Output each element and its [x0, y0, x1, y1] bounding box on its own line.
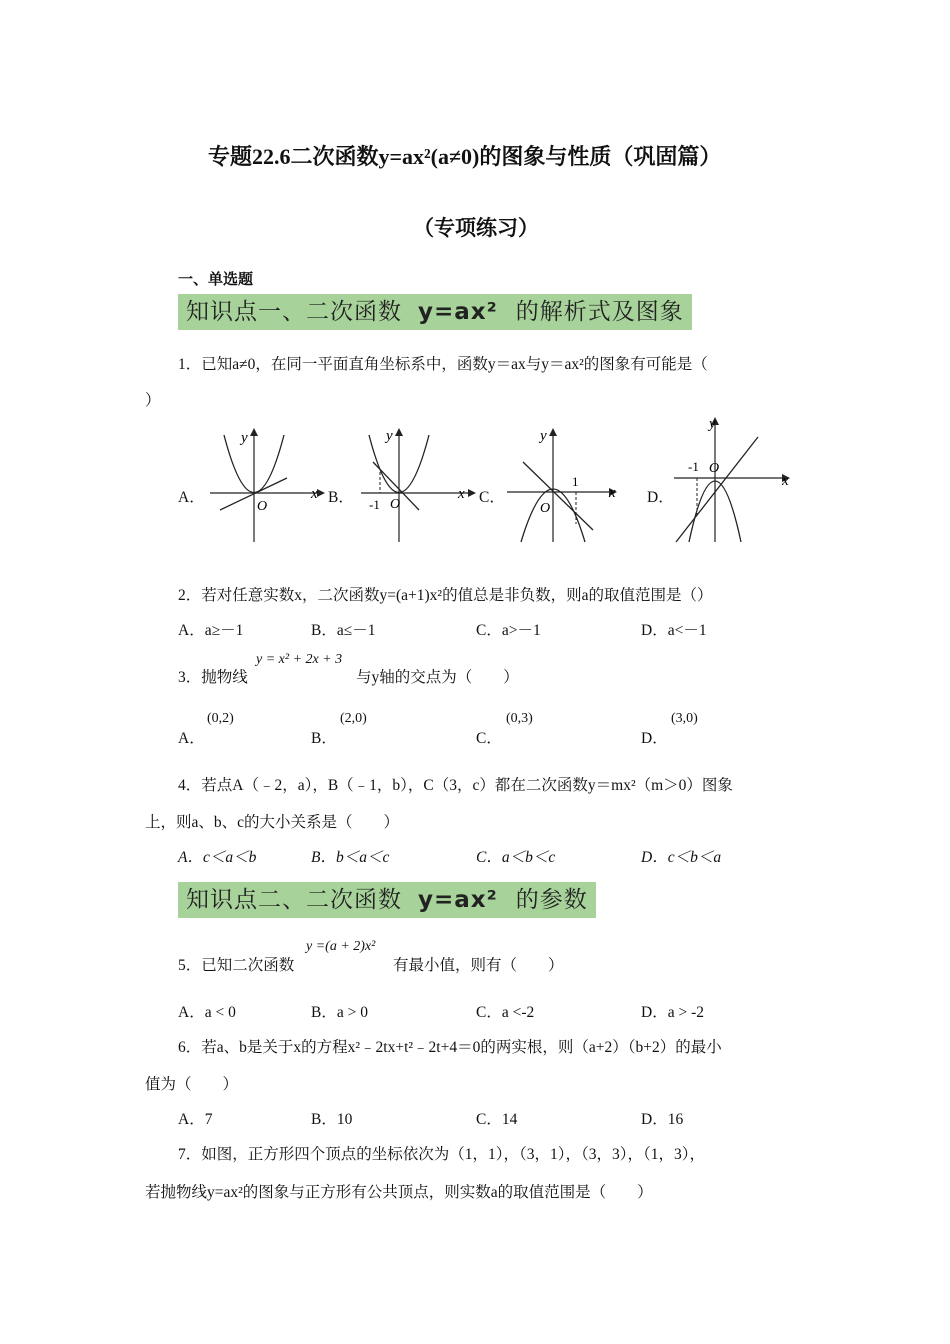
q3-option-b-value: (2,0)	[340, 711, 367, 726]
question-3-prefix: 3．抛物线	[178, 669, 248, 686]
axis-y-label: y	[540, 428, 547, 444]
origin-label: O	[257, 499, 268, 514]
banner-1-formula: y=ax²	[418, 299, 498, 325]
banner-2-formula: y=ax²	[418, 887, 498, 913]
q4-option-b: B．b＜a＜c	[311, 849, 390, 866]
q2-option-c: C．a>－1	[476, 622, 541, 639]
q1-option-a-label: A．	[178, 489, 205, 506]
knowledge-banner-1	[178, 294, 692, 330]
q1-option-d-label: D．	[647, 489, 674, 506]
axis-x-label: x	[311, 486, 318, 502]
question-7-stem-end: 若抛物线y=ax²的图象与正方形有公共顶点，则实数a的取值范围是（ ）	[145, 1184, 653, 1201]
banner-1-suffix: 的解析式及图象	[515, 299, 684, 325]
question-5-prefix: 5．已知二次函数	[178, 957, 295, 974]
question-2-stem: 2．若对任意实数x，二次函数y=(a+1)x²的值总是非负数，则a的取值范围是（）	[178, 587, 713, 604]
question-3-equation: y = x² + 2x + 3	[256, 652, 343, 667]
q2-option-a: A．a≥－1	[178, 622, 244, 639]
question-6-stem: 6．若a、b是关于x的方程x²﹣2tx+t²﹣2t+4＝0的两实根，则（a+2）（b+2）的最小	[178, 1039, 722, 1056]
page-title: 专题22.6二次函数y=ax²(a≠0)的图象与性质（巩固篇）	[208, 144, 722, 169]
q5-option-c: C．a <-2	[476, 1004, 535, 1021]
q6-option-a: A．7	[178, 1111, 213, 1128]
axis-y-label: y	[241, 430, 248, 446]
q3-option-d-value: (3,0)	[671, 711, 698, 726]
q6-option-b: B．10	[311, 1111, 353, 1128]
q2-option-b: B．a≤－1	[311, 622, 376, 639]
origin-label: O	[390, 497, 401, 512]
question-5-equation: y =(a + 2)x²	[306, 939, 376, 954]
question-6-stem-end: 值为（ ）	[145, 1076, 239, 1093]
origin-label: O	[709, 461, 720, 476]
axis-x-label: x	[609, 485, 616, 501]
banner-2-suffix: 的参数	[515, 887, 588, 913]
axis-x-label: x	[782, 473, 789, 489]
neg-one-label: -1	[369, 497, 380, 512]
q1-option-b-label: B．	[328, 489, 354, 506]
q4-option-c: C．a＜b＜c	[476, 849, 556, 866]
q4-option-a: A．c＜a＜b	[178, 849, 257, 866]
q1-graph-a	[205, 420, 325, 545]
q5-option-a: A．a < 0	[178, 1004, 236, 1021]
q3-option-c-label: C．	[476, 730, 502, 747]
q6-option-d: D．16	[641, 1111, 684, 1128]
q1-option-c-label: C．	[479, 489, 505, 506]
knowledge-banner-2	[178, 882, 596, 918]
q2-option-d: D．a<－1	[641, 622, 707, 639]
q5-option-d: D．a > -2	[641, 1004, 704, 1021]
banner-1-prefix: 知识点一、二次函数	[186, 299, 402, 325]
axis-x-label: x	[458, 486, 465, 502]
q4-option-d: D．c＜b＜a	[641, 849, 722, 866]
one-label: 1	[572, 474, 579, 489]
question-4-stem: 4．若点A（﹣2，a），B（﹣1，b），C（3，c）都在二次函数y＝mx²（m＞0）图象	[178, 777, 733, 794]
origin-label: O	[540, 501, 551, 516]
q6-option-c: C．14	[476, 1111, 518, 1128]
q1-graph-d	[670, 410, 795, 545]
q3-option-d-label: D．	[641, 730, 668, 747]
q3-option-a-label: A．	[178, 730, 205, 747]
page-subtitle: （专项练习）	[413, 216, 539, 240]
question-1-stem-end: ）	[145, 392, 161, 409]
question-5-suffix: 有最小值，则有（ ）	[393, 957, 564, 974]
axis-y-label: y	[709, 416, 716, 432]
q1-graph-b	[356, 420, 476, 545]
axis-y-label: y	[386, 428, 393, 444]
question-3-suffix: 与y轴的交点为（ ）	[356, 669, 519, 686]
q3-option-b-label: B．	[311, 730, 337, 747]
q3-option-a-value: (0,2)	[207, 711, 234, 726]
neg-one-label: -1	[688, 459, 699, 474]
section-heading: 一、单选题	[178, 270, 254, 288]
banner-2-prefix: 知识点二、二次函数	[186, 887, 402, 913]
question-1-stem: 1．已知a≠0，在同一平面直角坐标系中，函数y＝ax与y＝ax²的图象有可能是（	[178, 356, 708, 373]
q1-graph-c	[505, 420, 625, 545]
q3-option-c-value: (0,3)	[506, 711, 533, 726]
q5-option-b: B．a > 0	[311, 1004, 368, 1021]
question-7-stem: 7．如图，正方形四个顶点的坐标依次为（1，1），（3，1），（3，3），（1，3），	[178, 1146, 706, 1163]
question-4-stem-end: 上，则a、b、c的大小关系是（ ）	[145, 814, 400, 831]
